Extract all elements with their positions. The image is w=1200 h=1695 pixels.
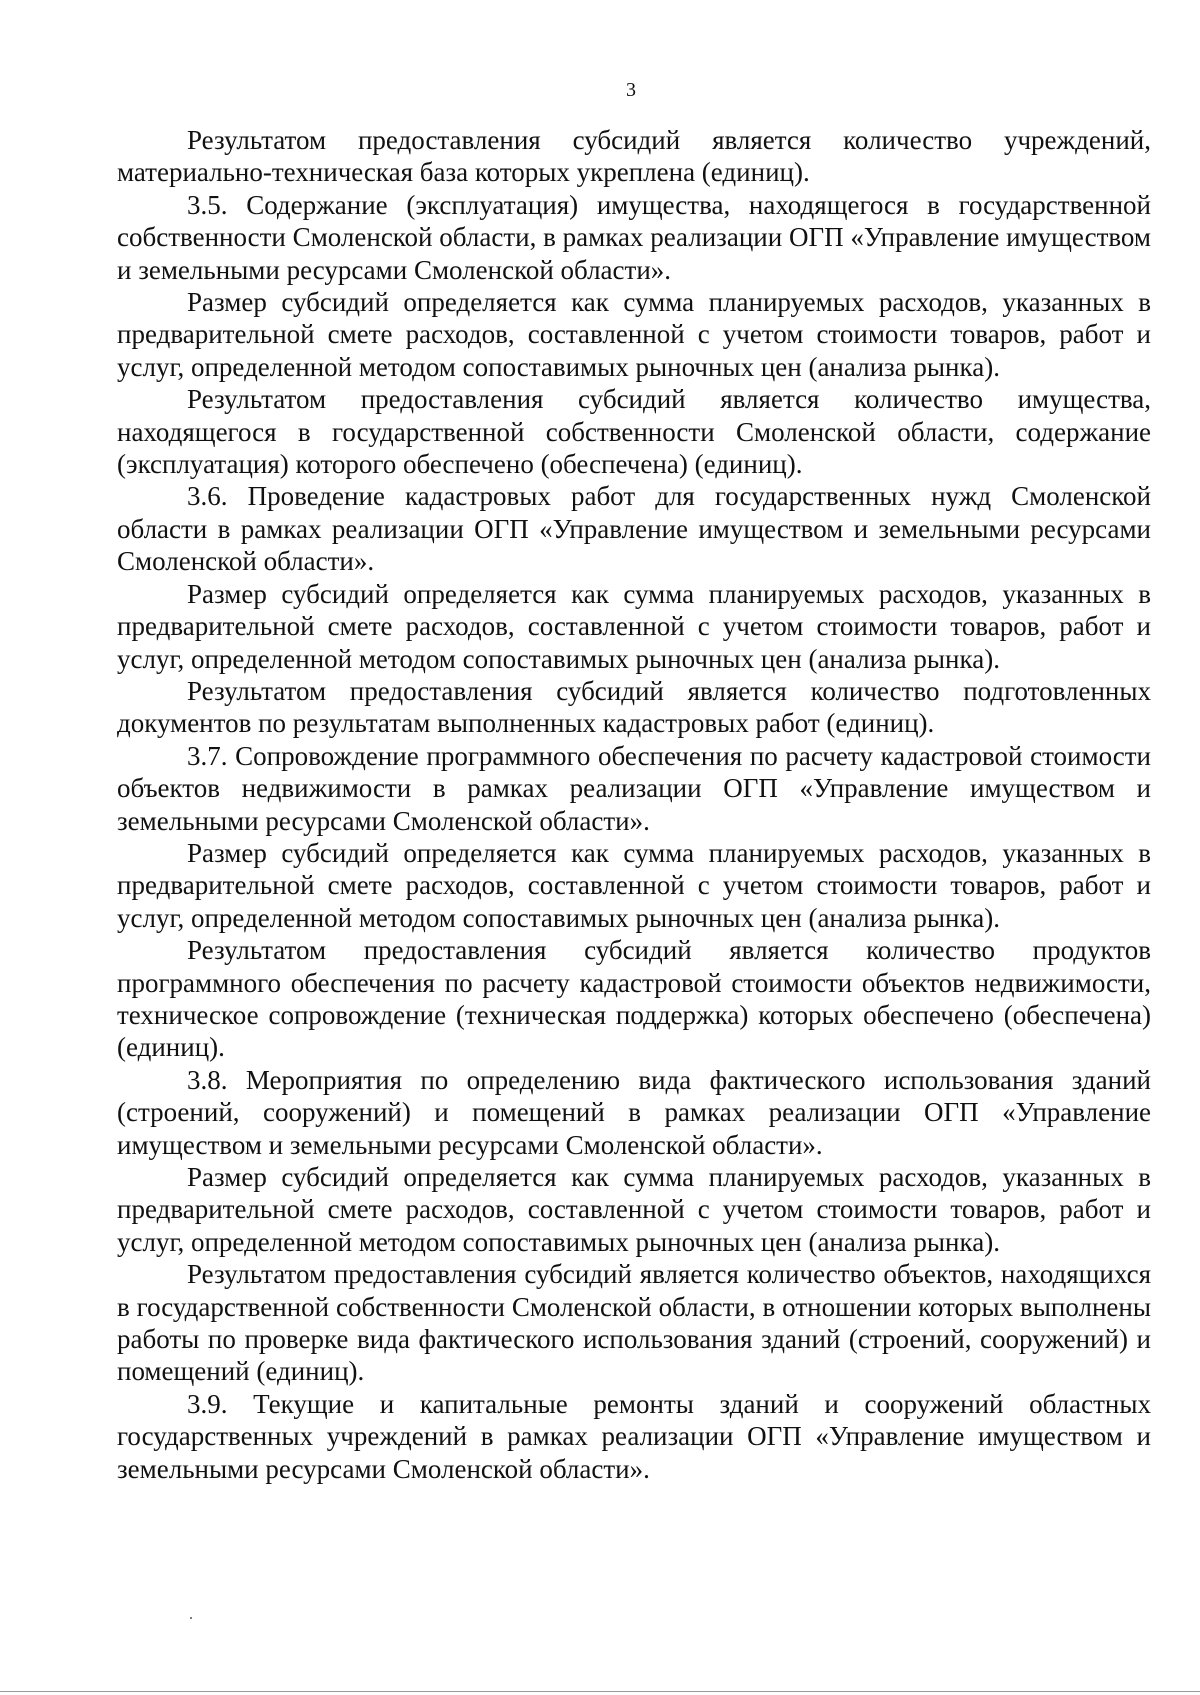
paragraph-3-9-heading: 3.9. Текущие и капитальные ремонты зданий и сооружений областных государственных учреждений в рамках реализации ОГП «Управление имуществом и земельными ресурсами Смоленской области». [117, 1388, 1151, 1484]
paragraph-3-5-heading: 3.5. Содержание (эксплуатация) имущества, находящегося в государственной собственности Смоленской области, в рамках реализации ОГП «Управление имуществом и земельными ресурсами Смоленской области». [117, 189, 1151, 285]
paragraph-subsidy-size-3-6: Размер субсидий определяется как сумма планируемых расходов, указанных в предварительной смете расходов, составленной с учетом стоимости товаров, работ и услуг, определенной методом сопоставимых рыночных цен (анализа рынка). [117, 578, 1151, 674]
paragraph-result-3-7: Результатом предоставления субсидий является количество продуктов программного обеспечения по расчету кадастровой стоимости объектов недвижимости, техническое сопровождение (техническая поддержка) которых обеспечено (обеспечена) (единиц). [117, 935, 1151, 1063]
paragraph-result-3-5: Результатом предоставления субсидий является количество имущества, находящегося в государственной собственности Смоленской области, содержание (эксплуатация) которого обеспечено (обеспечена) (единиц). [117, 384, 1151, 480]
paragraph-result-3-6: Результатом предоставления субсидий является количество подготовленных документов по результатам выполненных кадастровых работ (единиц). [117, 675, 1151, 739]
page-number: 3 [626, 79, 636, 101]
document-body [117, 124, 1151, 1485]
paragraph-subsidy-size-3-7: Размер субсидий определяется как сумма планируемых расходов, указанных в предварительной смете расходов, составленной с учетом стоимости товаров, работ и услуг, определенной методом сопоставимых рыночных цен (анализа рынка). [117, 837, 1151, 933]
scan-edge-line [0, 1691, 1200, 1692]
scan-speck [190, 1617, 192, 1619]
paragraph-subsidy-size-3-8: Размер субсидий определяется как сумма планируемых расходов, указанных в предварительной смете расходов, составленной с учетом стоимости товаров, работ и услуг, определенной методом сопоставимых рыночных цен (анализа рынка). [117, 1162, 1151, 1257]
paragraph-3-7-heading: 3.7. Сопровождение программного обеспечения по расчету кадастровой стоимости объектов недвижимости в рамках реализации ОГП «Управление имуществом и земельными ресурсами Смоленской области». [117, 740, 1151, 836]
paragraph-subsidy-size-3-5: Размер субсидий определяется как сумма планируемых расходов, указанных в предварительной смете расходов, составленной с учетом стоимости товаров, работ и услуг, определенной методом сопоставимых рыночных цен (анализа рынка). [117, 287, 1151, 382]
paragraph-result-3-8: Результатом предоставления субсидий является количество объектов, находящихся в государственной собственности Смоленской области, в отношении которых выполнены работы по проверке вида фактического использования зданий (строений, сооружений) и помещений (единиц). [117, 1259, 1151, 1387]
paragraph-result-institutions: Результатом предоставления субсидий является количество учреждений, материально-техническая база которых укреплена (единиц). [117, 125, 1151, 188]
paragraph-3-8-heading: 3.8. Мероприятия по определению вида фактического использования зданий (строений, сооружений) и помещений в рамках реализации ОГП «Управление имуществом и земельными ресурсами Смоленской области». [117, 1064, 1151, 1160]
paragraph-3-6-heading: 3.6. Проведение кадастровых работ для государственных нужд Смоленской области в рамках реализации ОГП «Управление имуществом и земельными ресурсами Смоленской области». [117, 481, 1151, 577]
